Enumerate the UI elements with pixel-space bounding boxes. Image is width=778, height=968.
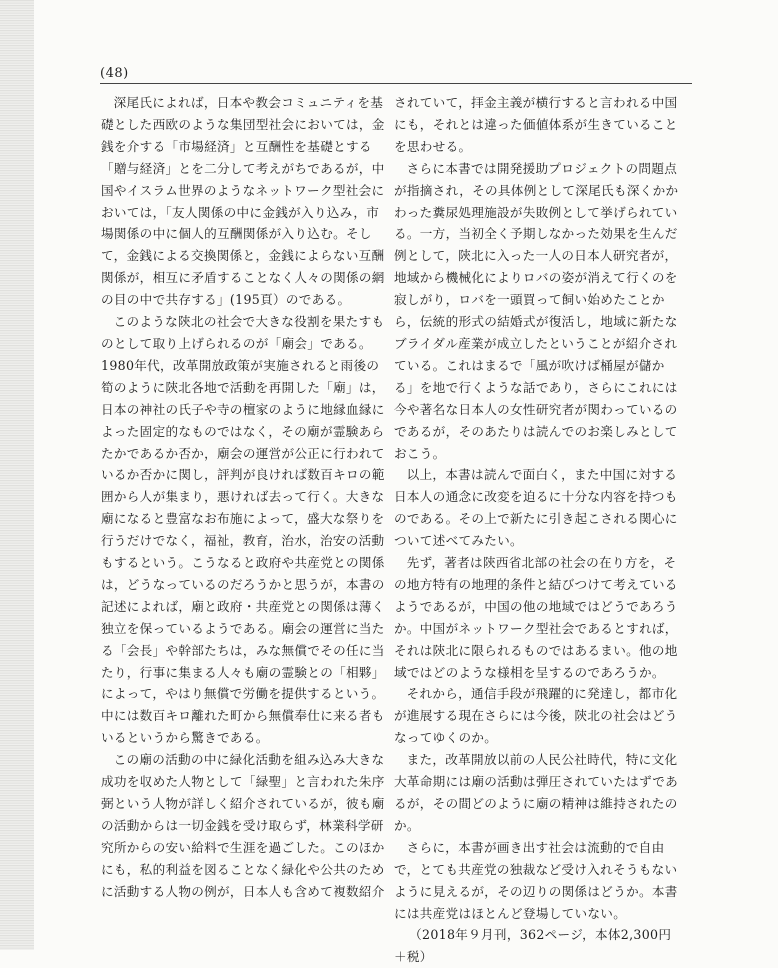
scan-binding-edge [0, 0, 34, 950]
paragraph: 以上，本書は読んで面白く，また中国に対する日本人の通念に改変を迫るに十分な内容を持つものである。その上で新たに引き起こされる関心について述べてみたい。 [394, 467, 678, 549]
paragraph: また，改革開放以前の人民公社時代，特に文化大革命期には廟の活動は弾圧されていたはずであるが，その間どのように廟の精神は維持されたのか。 [394, 752, 679, 833]
paragraph: それから，通信手段が飛躍的に発達し，都市化が進展する現在さらには今後，陝北の社会はどうなってゆくのか。 [394, 686, 678, 746]
paragraph: さらに本書では開発援助プロジェクトの問題点が指摘され，その具体例として深尾氏も深くかかわった糞尿処理施設が失敗例として挙げられている。一方，当初全く予期しなかった効果を生んだ例として，陝北に入った一人の日本人研究者が，地域から機械化によりロバの姿が消えて行くのを寂しがり，ロバを一頭買って飼い始めたことから，伝統的形式の結婚式が復活し，地域に新たなブライダル産業が成立したということが紹介されている。これはまるで「風が吹けば桶屋が儲かる」を地で行くような話であり，さらにこれには今や著名な日本人の女性研究者が関わっているのであるが，そのあたりは読んでのお楽しみとしておこう。 [394, 160, 679, 461]
paragraph: 先ず，著者は陝西省北部の社会の在り方を，その地方特有の地理的条件と結びつけて考えているようであるが，中国の他の地域ではどうであろうか。中国がネットワーク型社会であるとすれば，それは陝北に限られるものではあるまい。他の地域ではどのような様相を呈するのであろうか。 [394, 555, 678, 680]
publication-info: （2018年９月刊，362ページ，本体2,300円＋税） [394, 927, 672, 965]
header-rule [100, 83, 692, 84]
paragraph: この廟の活動の中に緑化活動を組み込み大きな成功を収めた人物として「緑聖」と言われた朱序弼という人物が詳しく紹介されているが，彼も廟の活動からは一切金銭を受け取らず，林業科学研究所からの安い給料で生涯を過ごした。このほかにも，私的利益を図ることなく緑化や公共のために活動する人物の例が，日本人も含めて複数紹介 [101, 752, 385, 899]
left-column [101, 92, 387, 903]
paragraph: 深尾氏によれば，日本や教会コミュニティを基礎とした西欧のような集団型社会においては，金銭を介する「市場経済」と互酬性を基礎とする「贈与経済」とを二分して考えがちであるが，中国やイスラム世界のようなネットワーク型社会においては，「友人関係の中に金銭が入り込み，市場関係の中に個人的互酬関係が入り込む。そして，金銭による交換関係と，金銭によらない互酬関係が，相互に矛盾することなく人々の関係の網の目の中で共存する」(195頁）のである。 [101, 95, 385, 308]
right-column [394, 92, 680, 968]
paragraph-continuation: されていて，拝金主義が横行すると言われる中国にも，それとは違った価値体系が生きていることを思わせる。 [394, 95, 678, 154]
paragraph: このような陝北の社会で大きな役割を果たすものとして取り上げられるのが「廟会」である。1980年代，改革開放政策が実施されると雨後の筍のように陝北各地で活動を再開した「廟」は，日本の神社の氏子や寺の檀家のように地縁血縁によった固定的なものではなく，その廟が霊験あらたかであるか否か，廟会の運営が公正に行われているか否かに関し，評判が良ければ数百キロの範囲から人が集まり，悪ければ去って行く。大きな廟になると豊富なお布施によって，盛大な祭りを行うだけでなく，福祉，教育，治水，治安の活動もするという。こうなると政府や共産党との関係は，どうなっているのだろうかと思うが，本書の記述によれば，廟と政府・共産党との関係は薄く独立を保っているようである。廟会の運営に当たる「会長」や幹部たちは，みな無償でその任に当たり，行事に集まる人々も廟の霊験との「相夥」によって，やはり無償で労働を提供するという。中には数百キロ離れた町から無償奉仕に来る者もいるというから驚きである。 [101, 314, 385, 746]
paragraph: さらに，本書が画き出す社会は流動的で自由で，とても共産党の独裁など受け入れそうもないように見えるが，その辺りの関係はどうか。本書には共産党はほとんど登場していない。 [394, 839, 678, 921]
page-number: (48) [100, 66, 129, 81]
